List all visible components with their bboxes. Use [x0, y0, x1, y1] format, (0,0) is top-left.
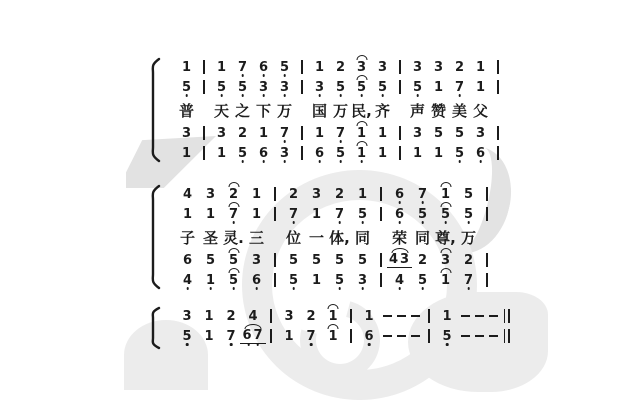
note-7: 7	[328, 204, 351, 224]
note-5: 5	[211, 77, 232, 97]
system-brace-icon	[146, 184, 162, 290]
note-3: 3	[251, 252, 262, 268]
note-5: 5	[411, 204, 434, 224]
note-1: 1	[357, 186, 368, 202]
barline	[480, 270, 494, 290]
lyric-syllable: 灵.	[223, 228, 244, 247]
note-6: 6	[253, 57, 274, 77]
lyric-syllable: 美	[451, 101, 467, 120]
note-3: 3	[434, 250, 457, 270]
lyric-syllable: 子	[179, 228, 195, 247]
system-3-rows	[162, 306, 514, 350]
barline	[393, 123, 407, 143]
system-brace-icon	[146, 306, 162, 350]
lyrics-row	[176, 97, 505, 123]
barline	[393, 77, 407, 97]
note-6: 6	[309, 143, 330, 163]
barline	[393, 143, 407, 163]
note-3: 3	[377, 59, 388, 75]
system-2-rows	[162, 184, 494, 290]
note-7: 7	[449, 77, 470, 97]
note-5: 5	[434, 204, 457, 224]
duration-dash	[486, 306, 500, 326]
note-1: 1	[314, 59, 325, 75]
barline	[295, 77, 309, 97]
note-4: 4	[182, 186, 193, 202]
duration-dash	[380, 326, 394, 346]
note-3: 3	[412, 59, 423, 75]
barline	[491, 57, 505, 77]
lyric-syllable: 同	[414, 228, 430, 247]
lyric-syllable: 一	[308, 228, 324, 247]
note-2: 2	[454, 59, 465, 75]
barline	[480, 184, 494, 204]
note-67: 67	[242, 326, 264, 346]
barline	[268, 184, 282, 204]
note-5: 5	[232, 77, 253, 97]
notes-row-soprano	[176, 306, 514, 326]
duration-dash	[458, 326, 472, 346]
note-1: 1	[434, 270, 457, 290]
note-3: 3	[433, 59, 444, 75]
barline	[295, 143, 309, 163]
note-5: 5	[311, 252, 322, 268]
note-3: 3	[311, 186, 322, 202]
note-6: 6	[358, 326, 380, 346]
note-1: 1	[251, 206, 262, 222]
note-3: 3	[412, 125, 423, 141]
note-5: 5	[407, 77, 428, 97]
duration-dash	[408, 306, 422, 326]
note-1: 1	[434, 184, 457, 204]
note-7: 7	[220, 326, 242, 346]
note-6: 6	[253, 143, 274, 163]
note-5: 5	[328, 270, 351, 290]
note-5: 5	[330, 77, 351, 97]
note-3: 3	[274, 77, 295, 97]
note-4: 4	[388, 270, 411, 290]
note-7: 7	[300, 326, 322, 346]
note-4: 4	[176, 270, 199, 290]
note-2: 2	[463, 252, 474, 268]
lyric-syllable: 普	[178, 101, 194, 120]
note-5: 5	[176, 77, 197, 97]
lyric-syllable: 天	[213, 101, 229, 120]
barline	[422, 306, 436, 326]
note-2: 2	[237, 125, 248, 141]
barline	[480, 250, 494, 270]
lyric-syllable: 万	[460, 228, 476, 247]
note-3: 3	[475, 125, 486, 141]
barline	[344, 326, 358, 346]
system-brace-icon	[146, 57, 162, 163]
barline	[491, 123, 505, 143]
duration-dash	[380, 306, 394, 326]
lyric-gap	[197, 97, 211, 123]
note-1: 1	[181, 59, 192, 75]
note-3: 3	[253, 77, 274, 97]
note-1: 1	[475, 59, 486, 75]
final-barline	[500, 306, 514, 326]
note-7: 7	[330, 123, 351, 143]
barline	[197, 57, 211, 77]
lyric-syllable: 体,	[329, 228, 350, 247]
note-6: 6	[470, 143, 491, 163]
note-5: 5	[334, 252, 345, 268]
barline	[295, 57, 309, 77]
lyric-syllable: 国	[311, 101, 327, 120]
barline	[374, 270, 388, 290]
note-1: 1	[181, 145, 192, 161]
notes-row-tenor	[176, 250, 494, 270]
notes-row-soprano	[176, 184, 494, 204]
lyrics-row	[176, 224, 494, 250]
barline	[268, 250, 282, 270]
note-7: 7	[457, 270, 480, 290]
note-6: 6	[388, 204, 411, 224]
note-3: 3	[181, 125, 192, 141]
note-1: 1	[311, 272, 322, 288]
duration-dash	[458, 306, 472, 326]
duration-dash	[486, 326, 500, 346]
note-6: 6	[182, 252, 193, 268]
barline	[295, 123, 309, 143]
note-5: 5	[454, 125, 465, 141]
note-3: 3	[216, 125, 227, 141]
note-5: 5	[449, 143, 470, 163]
lyric-gap	[393, 97, 407, 123]
note-1: 1	[204, 308, 214, 324]
note-1: 1	[433, 145, 444, 161]
note-5: 5	[330, 143, 351, 163]
lyric-syllable: 位	[285, 228, 301, 247]
barline	[197, 123, 211, 143]
note-2: 2	[335, 59, 346, 75]
note-2: 2	[222, 184, 245, 204]
note-3: 3	[351, 57, 372, 77]
lyric-gap	[268, 224, 282, 250]
note-3: 3	[205, 186, 216, 202]
note-1: 1	[351, 143, 372, 163]
barline	[268, 204, 282, 224]
note-5: 5	[222, 270, 245, 290]
note-5: 5	[411, 270, 434, 290]
note-1: 1	[311, 206, 322, 222]
barline	[374, 184, 388, 204]
note-1: 1	[377, 125, 388, 141]
note-1: 1	[205, 206, 216, 222]
note-1: 1	[322, 306, 344, 326]
notes-row-bass	[176, 143, 505, 163]
lyric-gap	[295, 97, 309, 123]
notes-row-bass	[176, 270, 494, 290]
barline	[374, 250, 388, 270]
note-5: 5	[274, 57, 295, 77]
barline	[374, 204, 388, 224]
lyric-syllable: 三	[248, 228, 264, 247]
barline	[197, 143, 211, 163]
note-2: 2	[226, 308, 236, 324]
note-7: 7	[232, 57, 253, 77]
note-5: 5	[463, 186, 474, 202]
barline	[480, 204, 494, 224]
note-1: 1	[475, 79, 486, 95]
note-1: 1	[258, 125, 269, 141]
duration-dash	[394, 306, 408, 326]
note-5: 5	[176, 326, 198, 346]
note-5: 5	[436, 326, 458, 346]
note-3: 3	[274, 143, 295, 163]
note-2: 2	[306, 308, 316, 324]
system-1-rows	[162, 57, 505, 163]
note-7: 7	[282, 204, 305, 224]
note-5: 5	[357, 252, 368, 268]
note-5: 5	[351, 204, 374, 224]
note-5: 5	[222, 250, 245, 270]
barline	[344, 306, 358, 326]
note-7: 7	[222, 204, 245, 224]
barline	[268, 270, 282, 290]
note-1: 1	[284, 328, 294, 344]
lyric-syllable: 赞	[430, 101, 446, 120]
note-7: 7	[411, 184, 434, 204]
lyric-syllable: 齐	[374, 101, 390, 120]
lyric-syllable: 之	[234, 101, 250, 120]
lyric-syllable: 万	[332, 101, 348, 120]
barline	[264, 306, 278, 326]
notes-row-alto	[176, 77, 505, 97]
barline	[491, 143, 505, 163]
lyric-syllable: 父	[472, 101, 488, 120]
note-5: 5	[288, 252, 299, 268]
lyric-syllable: 尊,	[435, 228, 456, 247]
barline	[422, 326, 436, 346]
notes-row-alto	[176, 204, 494, 224]
note-2: 2	[417, 252, 428, 268]
note-2: 2	[334, 186, 345, 202]
notes-row-bass	[176, 326, 514, 346]
lyric-gap	[480, 224, 494, 250]
lyric-syllable: 民,	[351, 101, 372, 120]
note-5: 5	[457, 204, 480, 224]
note-43: 43	[388, 250, 411, 270]
duration-dash	[408, 326, 422, 346]
duration-dash	[472, 326, 486, 346]
barline	[393, 57, 407, 77]
note-4: 4	[248, 308, 258, 324]
note-5: 5	[372, 77, 393, 97]
note-1: 1	[314, 125, 325, 141]
duration-dash	[394, 326, 408, 346]
note-3: 3	[182, 308, 192, 324]
note-1: 1	[377, 145, 388, 161]
note-1: 1	[322, 326, 344, 346]
note-1: 1	[199, 270, 222, 290]
note-7: 7	[274, 123, 295, 143]
duration-dash	[472, 306, 486, 326]
lyric-syllable: 声	[409, 101, 425, 120]
lyric-syllable: 万	[276, 101, 292, 120]
final-barline	[500, 326, 514, 346]
note-5: 5	[205, 252, 216, 268]
note-1: 1	[412, 145, 423, 161]
note-1: 1	[364, 308, 374, 324]
note-5: 5	[282, 270, 305, 290]
barline	[197, 77, 211, 97]
note-1: 1	[216, 59, 227, 75]
notes-row-soprano	[176, 57, 505, 77]
system-1	[146, 57, 505, 163]
note-5: 5	[433, 125, 444, 141]
note-5: 5	[232, 143, 253, 163]
note-1: 1	[251, 186, 262, 202]
barline	[264, 326, 278, 346]
barline	[491, 77, 505, 97]
note-1: 1	[351, 123, 372, 143]
note-2: 2	[288, 186, 299, 202]
lyric-syllable: 荣	[391, 228, 407, 247]
system-3	[146, 306, 514, 350]
note-3: 3	[284, 308, 294, 324]
note-6: 6	[388, 184, 411, 204]
note-1: 1	[182, 206, 193, 222]
lyric-gap	[491, 97, 505, 123]
notes-row-tenor	[176, 123, 505, 143]
lyric-gap	[374, 224, 388, 250]
note-5: 5	[351, 77, 372, 97]
lyric-syllable: 下	[255, 101, 271, 120]
system-2	[146, 184, 494, 290]
note-1: 1	[204, 328, 214, 344]
lyric-syllable: 圣	[202, 228, 218, 247]
note-1: 1	[442, 308, 452, 324]
lyric-syllable: 同	[354, 228, 370, 247]
note-1: 1	[216, 145, 227, 161]
note-1: 1	[433, 79, 444, 95]
note-3: 3	[309, 77, 330, 97]
note-6: 6	[245, 270, 268, 290]
note-3: 3	[351, 270, 374, 290]
